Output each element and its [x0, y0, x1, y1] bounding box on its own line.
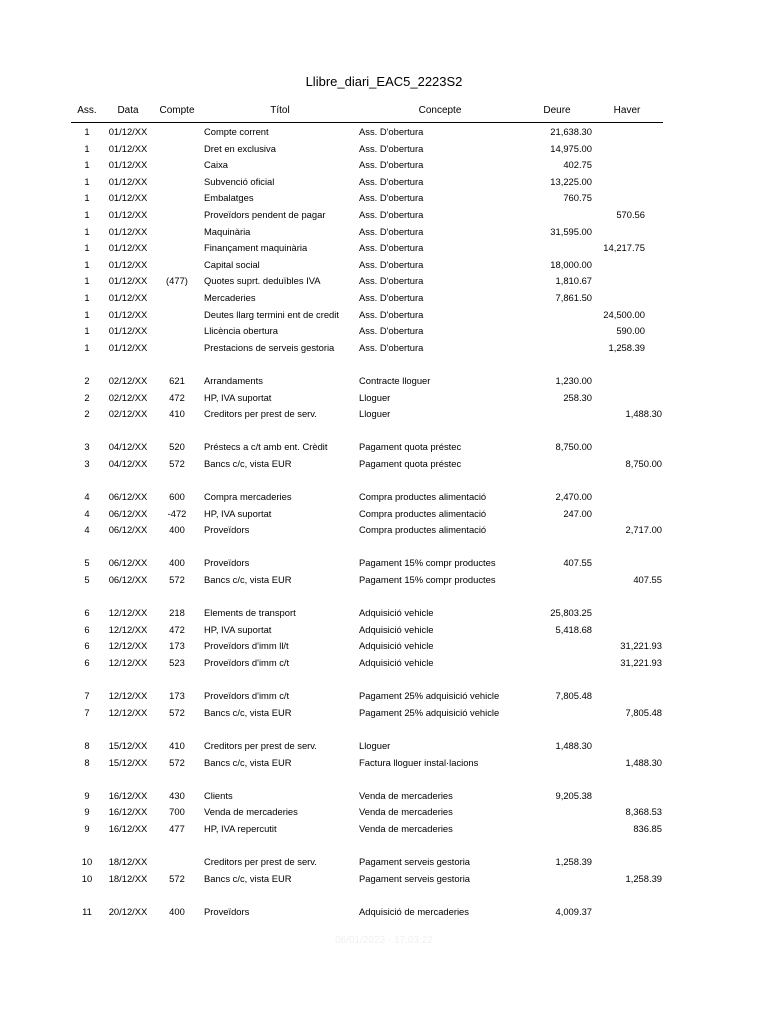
account-title: Proveïdors [204, 905, 250, 917]
table-row [0, 256, 768, 273]
entry-number: 7 [84, 690, 90, 702]
entry-number: 6 [84, 640, 90, 652]
entry-concept: Ass. D'obertura [359, 126, 424, 137]
account-title: HP, IVA suportat [204, 391, 272, 403]
credit-amount: 14,217.75 [603, 242, 645, 254]
entry-number: 1 [84, 175, 90, 187]
account-code: 173 [169, 690, 185, 702]
entry-number: 10 [81, 856, 93, 868]
table-row-spacer [0, 538, 768, 555]
entry-number: 9 [84, 806, 90, 818]
entry-number: 11 [82, 905, 92, 917]
debit-amount: 25,803.25 [550, 607, 592, 619]
account-title: Clients [204, 789, 233, 801]
entry-number: 6 [84, 607, 90, 619]
account-title: Creditors per prest de serv. [204, 739, 317, 751]
entry-number: 10 [81, 872, 93, 884]
header-titol: Títol [270, 105, 290, 116]
table-row [0, 239, 768, 256]
debit-amount: 1,488.30 [555, 739, 592, 751]
account-title: Llicència obertura [204, 325, 279, 337]
entry-concept: Venda de mercaderies [359, 822, 453, 834]
account-code: 520 [169, 441, 185, 453]
account-title: Arrandaments [204, 374, 263, 386]
table-row [0, 637, 768, 654]
entry-number: 1 [84, 291, 90, 303]
debit-amount: 247.00 [563, 507, 592, 519]
credit-amount: 836.85 [633, 822, 662, 834]
table-row [0, 571, 768, 588]
table-row [0, 289, 768, 306]
entry-number: 1 [84, 159, 90, 171]
entry-concept: Ass. D'obertura [359, 341, 424, 353]
account-title: Proveïdors [204, 524, 250, 536]
table-row-spacer [0, 471, 768, 488]
entry-concept: Adquisició de mercaderies [359, 905, 469, 917]
entry-concept: Lloguer [359, 391, 391, 403]
account-title: Elements de transport [204, 607, 296, 619]
entry-number: 7 [84, 706, 90, 718]
entry-number: 8 [84, 739, 90, 751]
table-row [0, 505, 768, 522]
entry-date: 12/12/XX [108, 607, 148, 619]
account-title: Prestacions de serveis gestoria [204, 341, 335, 353]
table-row [0, 621, 768, 638]
table-row [0, 853, 768, 870]
debit-amount: 402.75 [563, 159, 592, 171]
credit-amount: 1,488.30 [625, 408, 662, 420]
entry-date: 16/12/XX [108, 822, 148, 834]
account-code: 173 [169, 640, 185, 652]
account-code: -472 [167, 507, 187, 519]
entry-concept: Ass. D'obertura [359, 159, 424, 171]
entry-date: 06/12/XX [108, 491, 148, 503]
account-title: Préstecs a c/t amb ent. Crèdit [204, 441, 328, 453]
entry-date: 02/12/XX [108, 391, 148, 403]
account-code: 400 [169, 524, 185, 536]
entry-date: 18/12/XX [108, 856, 148, 868]
entry-date: 12/12/XX [108, 706, 148, 718]
table-row [0, 737, 768, 754]
entry-date: 04/12/XX [108, 457, 148, 469]
account-title: HP, IVA suportat [204, 507, 272, 519]
entry-date: 02/12/XX [108, 408, 148, 420]
table-row [0, 903, 768, 920]
debit-amount: 21,638.30 [550, 126, 592, 137]
entry-concept: Ass. D'obertura [359, 275, 424, 287]
table-row [0, 455, 768, 472]
entry-concept: Contracte lloguer [359, 374, 431, 386]
entry-number: 1 [84, 225, 90, 237]
account-code: 621 [169, 374, 185, 386]
table-row [0, 521, 768, 538]
account-title: Finançament maquinària [204, 242, 308, 254]
entry-date: 01/12/XX [108, 308, 148, 320]
page-title: Llibre_diari_EAC5_2223S2 [305, 74, 463, 89]
account-title: Proveïdors d'imm c/t [204, 690, 290, 702]
entry-number: 1 [84, 126, 90, 137]
account-title: Capital social [204, 258, 260, 270]
table-row [0, 173, 768, 190]
entry-concept: Ass. D'obertura [359, 291, 424, 303]
entry-number: 4 [84, 524, 90, 536]
entry-number: 2 [84, 391, 90, 403]
table-row [0, 803, 768, 820]
table-row [0, 554, 768, 571]
account-code: 572 [169, 756, 185, 768]
account-code: 572 [169, 574, 185, 586]
entry-concept: Ass. D'obertura [359, 175, 424, 187]
entry-concept: Compra productes alimentació [359, 524, 487, 536]
table-row [0, 870, 768, 887]
entry-number: 5 [84, 557, 90, 569]
table-row-spacer [0, 720, 768, 737]
entry-concept: Ass. D'obertura [359, 208, 424, 220]
account-title: Venda de mercaderies [204, 806, 298, 818]
table-row [0, 604, 768, 621]
entry-number: 1 [84, 258, 90, 270]
debit-amount: 13,225.00 [550, 175, 592, 187]
debit-amount: 8,750.00 [555, 441, 592, 453]
table-row [0, 322, 768, 339]
account-title: Deutes llarg termini ent de credit [204, 308, 339, 320]
table-row-spacer [0, 671, 768, 688]
account-code: 472 [169, 623, 185, 635]
entry-number: 6 [84, 657, 90, 668]
table-row [0, 654, 768, 671]
entry-number: 1 [84, 242, 90, 254]
credit-amount: 570.56 [616, 208, 645, 220]
entry-number: 2 [84, 374, 90, 386]
entry-concept: Adquisició vehicle [359, 607, 434, 619]
table-row [0, 820, 768, 837]
entry-concept: Adquisició vehicle [359, 640, 434, 652]
entry-number: 9 [84, 822, 90, 834]
entry-concept: Ass. D'obertura [359, 242, 424, 254]
timestamp-watermark: 06/01/2023 - 17:03:22 [335, 935, 433, 946]
table-row [0, 389, 768, 406]
entry-number: 8 [84, 756, 90, 768]
entry-concept: Compra productes alimentació [359, 507, 487, 519]
entry-date: 01/12/XX [108, 225, 148, 237]
entry-date: 01/12/XX [108, 126, 148, 137]
table-row [0, 189, 768, 206]
debit-amount: 258.30 [563, 391, 592, 403]
entry-date: 18/12/XX [108, 872, 148, 884]
account-title: Bancs c/c, vista EUR [204, 457, 292, 469]
account-title: Embalatges [204, 192, 254, 204]
credit-amount: 24,500.00 [603, 308, 645, 320]
table-row [0, 140, 768, 157]
credit-amount: 7,805.48 [625, 706, 662, 718]
entry-concept: Venda de mercaderies [359, 789, 453, 801]
entry-concept: Pagament 25% adquisició vehicle [359, 706, 500, 718]
debit-amount: 18,000.00 [550, 258, 592, 270]
debit-amount: 4,009.37 [555, 905, 592, 917]
journal-table [0, 123, 768, 920]
table-row [0, 272, 768, 289]
entry-concept: Ass. D'obertura [359, 192, 424, 204]
debit-amount: 2,470.00 [555, 491, 592, 503]
account-title: Bancs c/c, vista EUR [204, 756, 292, 768]
account-code: 400 [169, 557, 185, 569]
account-title: Proveïdors [204, 557, 250, 569]
entry-number: 4 [84, 491, 90, 503]
entry-concept: Pagament quota préstec [359, 441, 462, 453]
entry-concept: Lloguer [359, 739, 391, 751]
table-row [0, 488, 768, 505]
account-code: 572 [169, 706, 185, 718]
header-ass: Ass. [77, 105, 97, 116]
account-title: Compte corrent [204, 126, 269, 137]
entry-concept: Ass. D'obertura [359, 325, 424, 337]
entry-date: 06/12/XX [108, 574, 148, 586]
debit-amount: 1,810.67 [555, 275, 592, 287]
entry-date: 16/12/XX [108, 806, 148, 818]
account-code: 572 [169, 457, 185, 469]
account-title: Dret en exclusiva [204, 142, 276, 154]
entry-number: 5 [84, 574, 90, 586]
entry-date: 01/12/XX [108, 341, 148, 353]
account-title: Proveïdors pendent de pagar [204, 208, 326, 220]
entry-date: 01/12/XX [108, 159, 148, 171]
table-row [0, 704, 768, 721]
credit-amount: 1,258.39 [625, 872, 662, 884]
entry-date: 01/12/XX [108, 242, 148, 254]
entry-date: 20/12/XX [108, 905, 148, 917]
table-row [0, 687, 768, 704]
entry-date: 04/12/XX [108, 441, 148, 453]
entry-date: 06/12/XX [108, 557, 148, 569]
credit-amount: 8,368.53 [625, 806, 662, 818]
table-row [0, 372, 768, 389]
credit-amount: 31,221.93 [620, 657, 662, 668]
account-title: Caixa [204, 159, 228, 171]
entry-concept: Ass. D'obertura [359, 258, 424, 270]
account-title: Proveïdors d'imm ll/t [204, 640, 289, 652]
credit-amount: 590.00 [616, 325, 645, 337]
table-row-spacer [0, 886, 768, 903]
entry-concept: Pagament serveis gestoria [359, 856, 470, 868]
table-row [0, 123, 768, 140]
entry-date: 12/12/XX [108, 640, 148, 652]
entry-number: 3 [84, 441, 90, 453]
debit-amount: 5,418.68 [555, 623, 592, 635]
header-haver: Haver [613, 105, 641, 116]
table-row [0, 156, 768, 173]
entry-number: 1 [84, 208, 90, 220]
entry-number: 1 [84, 275, 90, 287]
account-code: 477 [169, 822, 185, 834]
entry-date: 01/12/XX [108, 175, 148, 187]
entry-concept: Ass. D'obertura [359, 225, 424, 237]
credit-amount: 1,258.39 [608, 341, 645, 353]
entry-concept: Adquisició vehicle [359, 657, 434, 668]
credit-amount: 1,488.30 [625, 756, 662, 768]
entry-date: 01/12/XX [108, 275, 148, 287]
table-row [0, 306, 768, 323]
credit-amount: 2,717.00 [625, 524, 662, 536]
table-row-spacer [0, 837, 768, 854]
entry-date: 12/12/XX [108, 657, 148, 668]
entry-date: 16/12/XX [108, 789, 148, 801]
account-title: Bancs c/c, vista EUR [204, 706, 292, 718]
account-code: 472 [169, 391, 185, 403]
entry-concept: Pagament 25% adquisició vehicle [359, 690, 500, 702]
entry-date: 02/12/XX [108, 374, 148, 386]
entry-date: 01/12/XX [108, 192, 148, 204]
entry-number: 1 [84, 142, 90, 154]
table-row [0, 206, 768, 223]
table-row [0, 754, 768, 771]
debit-amount: 1,258.39 [555, 856, 592, 868]
debit-amount: 14,975.00 [550, 142, 592, 154]
account-title: Creditors per prest de serv. [204, 856, 317, 868]
table-row [0, 223, 768, 240]
entry-date: 15/12/XX [108, 756, 148, 768]
credit-amount: 407.55 [633, 574, 662, 586]
account-title: Bancs c/c, vista EUR [204, 574, 292, 586]
table-row [0, 438, 768, 455]
credit-amount: 31,221.93 [620, 640, 662, 652]
table-row-spacer [0, 422, 768, 439]
account-title: Mercaderies [204, 291, 256, 303]
entry-concept: Pagament serveis gestoria [359, 872, 470, 884]
entry-concept: Ass. D'obertura [359, 308, 424, 320]
entry-date: 01/12/XX [108, 208, 148, 220]
account-code: 523 [169, 657, 185, 668]
header-concepte: Concepte [418, 105, 462, 116]
entry-date: 12/12/XX [108, 623, 148, 635]
entry-date: 01/12/XX [108, 258, 148, 270]
entry-concept: Pagament quota préstec [359, 457, 462, 469]
entry-date: 06/12/XX [108, 507, 148, 519]
account-code: 600 [169, 491, 185, 503]
entry-number: 3 [84, 457, 90, 469]
entry-number: 1 [84, 192, 90, 204]
entry-number: 1 [84, 325, 90, 337]
entry-concept: Ass. D'obertura [359, 142, 424, 154]
account-title: HP, IVA suportat [204, 623, 272, 635]
entry-date: 12/12/XX [108, 690, 148, 702]
entry-date: 01/12/XX [108, 142, 148, 154]
header-data: Data [117, 105, 139, 116]
entry-date: 01/12/XX [108, 325, 148, 337]
entry-concept: Lloguer [359, 408, 391, 420]
entry-date: 15/12/XX [108, 739, 148, 751]
header-compte: Compte [159, 105, 195, 116]
table-row [0, 405, 768, 422]
account-code: (477) [166, 275, 188, 287]
table-row-spacer [0, 588, 768, 605]
account-code: 410 [169, 739, 185, 751]
entry-number: 1 [84, 308, 90, 320]
account-title: Compra mercaderies [204, 491, 292, 503]
entry-number: 2 [84, 408, 90, 420]
entry-concept: Factura lloguer instal·lacions [359, 756, 479, 768]
debit-amount: 1,230.00 [555, 374, 592, 386]
account-title: Maquinària [204, 225, 251, 237]
account-code: 700 [169, 806, 185, 818]
entry-concept: Venda de mercaderies [359, 806, 453, 818]
entry-number: 9 [84, 789, 90, 801]
account-title: HP, IVA repercutit [204, 822, 277, 834]
credit-amount: 8,750.00 [625, 457, 662, 469]
entry-concept: Compra productes alimentació [359, 491, 487, 503]
debit-amount: 31,595.00 [550, 225, 592, 237]
entry-concept: Pagament 15% compr productes [359, 557, 496, 569]
account-code: 410 [169, 408, 185, 420]
account-code: 430 [169, 789, 185, 801]
table-row-spacer [0, 355, 768, 372]
debit-amount: 407.55 [563, 557, 592, 569]
account-code: 218 [169, 607, 185, 619]
debit-amount: 7,861.50 [555, 291, 592, 303]
entry-number: 6 [84, 623, 90, 635]
debit-amount: 7,805.48 [555, 690, 592, 702]
debit-amount: 9,205.38 [555, 789, 592, 801]
table-row [0, 339, 768, 356]
entry-number: 4 [84, 507, 90, 519]
account-title: Bancs c/c, vista EUR [204, 872, 292, 884]
entry-number: 1 [84, 341, 90, 353]
account-code: 400 [169, 905, 185, 917]
account-title: Proveïdors d'imm c/t [204, 657, 290, 668]
account-code: 572 [169, 872, 185, 884]
entry-concept: Pagament 15% compr productes [359, 574, 496, 586]
table-row-spacer [0, 770, 768, 787]
entry-date: 06/12/XX [108, 524, 148, 536]
entry-date: 01/12/XX [108, 291, 148, 303]
entry-concept: Adquisició vehicle [359, 623, 434, 635]
header-deure: Deure [543, 105, 571, 116]
account-title: Creditors per prest de serv. [204, 408, 317, 420]
account-title: Quotes suprt. deduïbles IVA [204, 275, 321, 287]
debit-amount: 760.75 [563, 192, 592, 204]
table-row [0, 787, 768, 804]
account-title: Subvenció oficial [204, 175, 275, 187]
